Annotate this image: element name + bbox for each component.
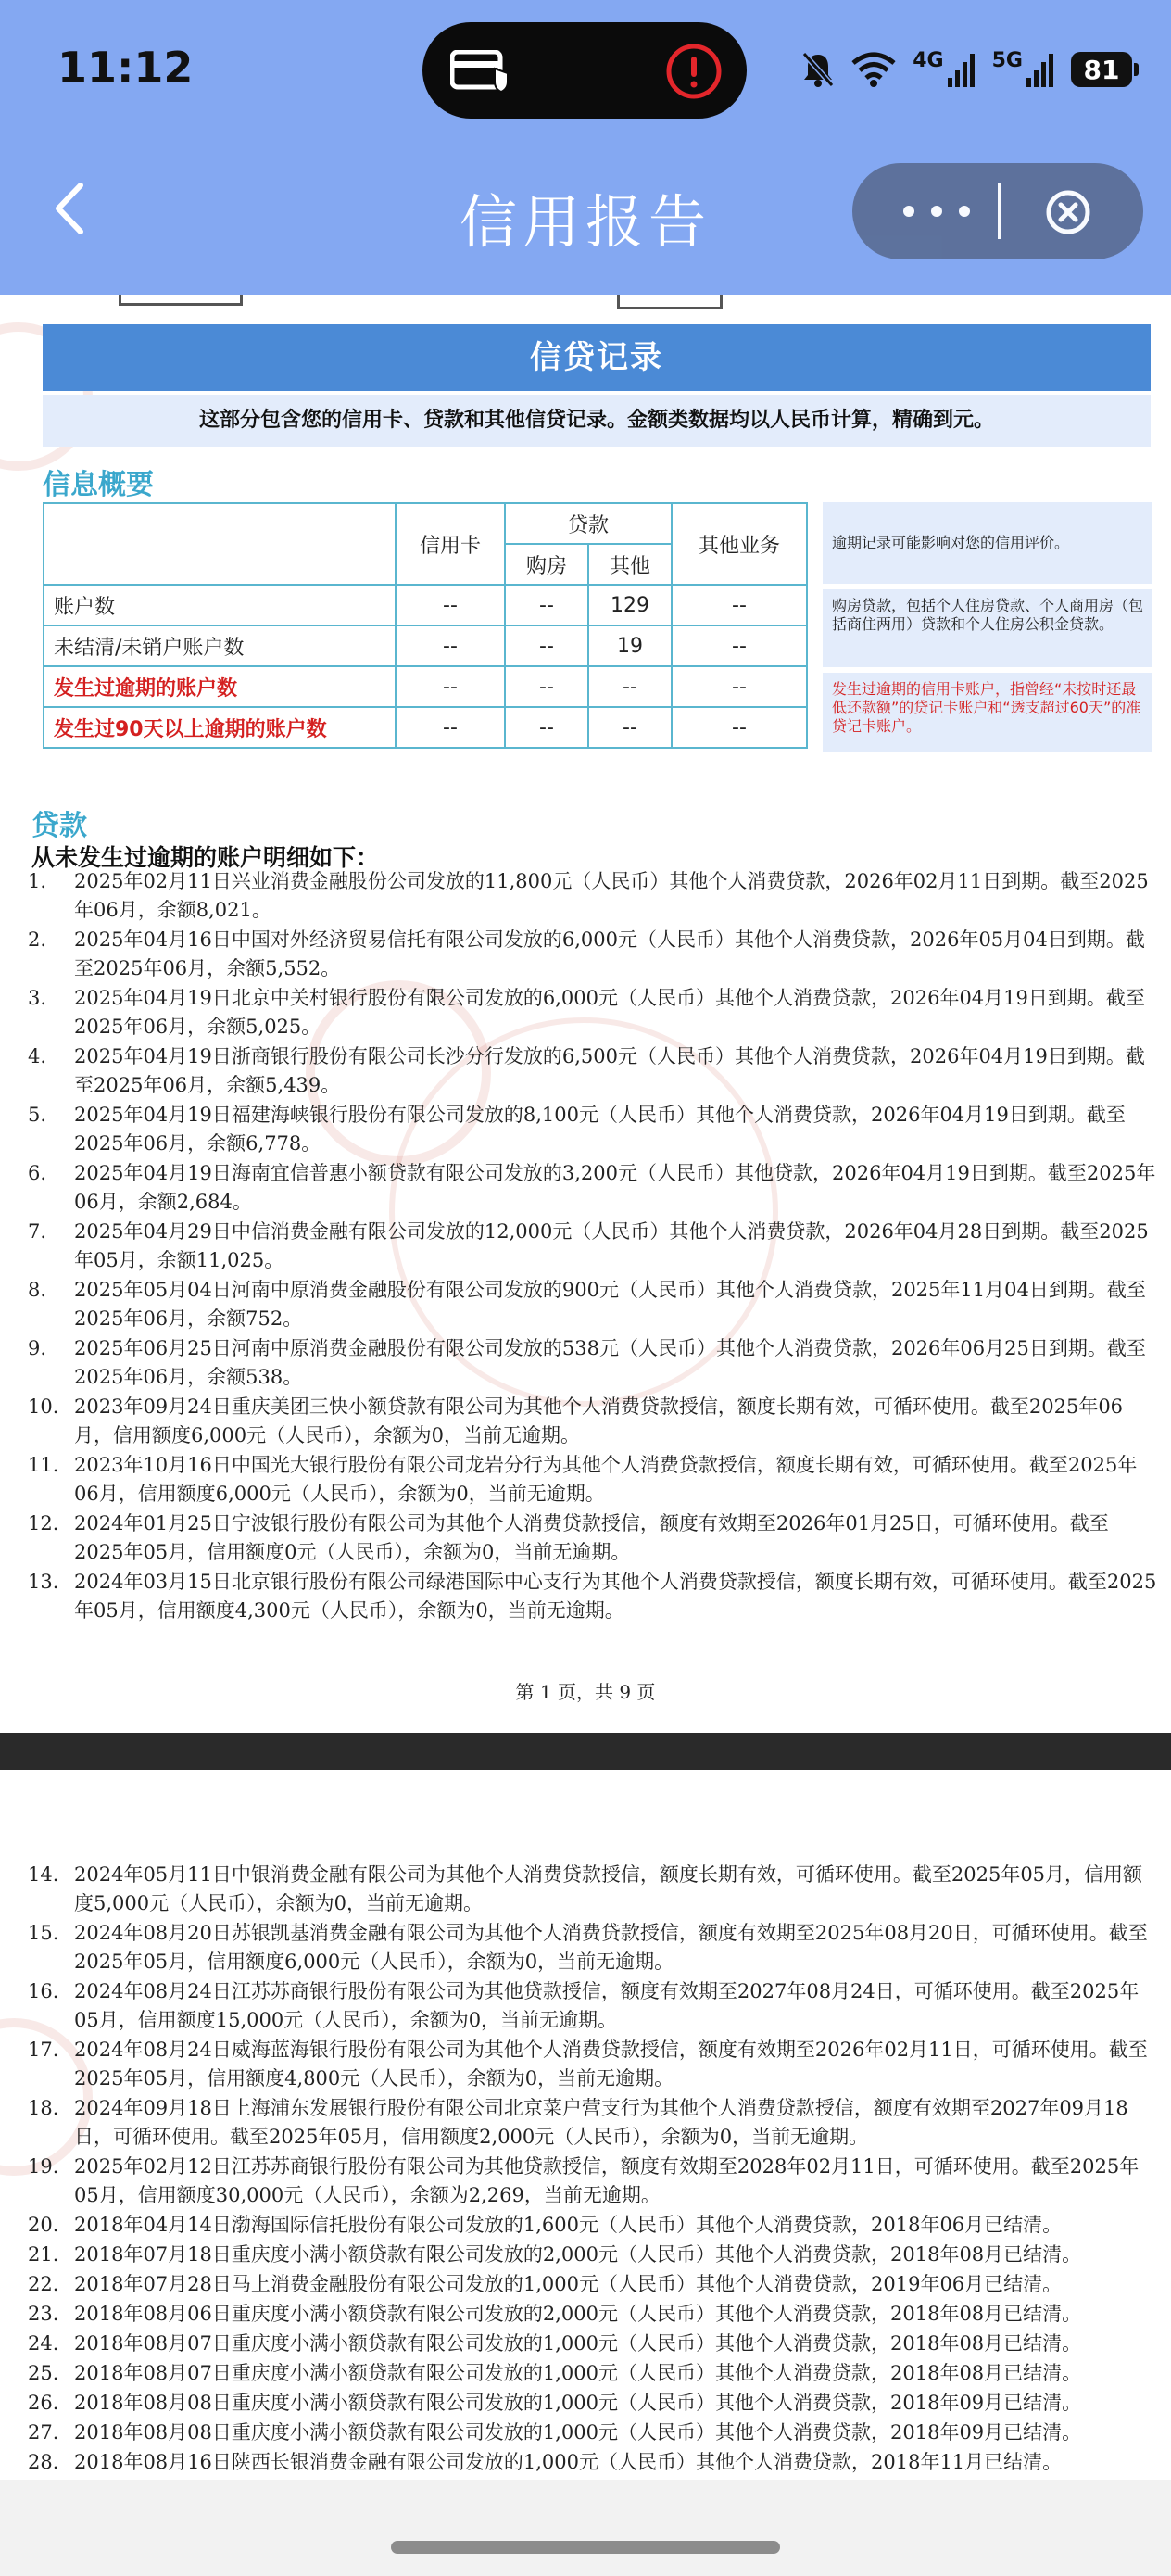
loan-record-number: 7.	[28, 1220, 47, 1243]
loan-record	[28, 2418, 1158, 2447]
note-housing-loan: 购房贷款，包括个人住房贷款、个人商用房（包括商住两用）贷款和个人住房公积金贷款。	[823, 589, 1152, 667]
loan-record-text: 2025年04月29日中信消费金融有限公司发放的12,000元（人民币）其他个人消费贷款，2026年04月28日到期。截至2025年05月，余额11,025。	[74, 1220, 1149, 1271]
row-label: 发生过90天以上逾期的账户数	[44, 707, 396, 748]
loan-record	[28, 2359, 1158, 2388]
page-edge-mark	[617, 295, 723, 309]
loan-record-text: 2018年08月16日陕西长银消费金融有限公司发放的1,000元（人民币）其他个人消费贷款，2018年11月已结清。	[74, 2451, 1063, 2473]
battery-icon	[1071, 52, 1132, 87]
loan-record-text: 2025年05月04日河南中原消费金融股份有限公司发放的900元（人民币）其他个人消费贷款，2025年11月04日到期。截至2025年06月，余额752。	[74, 1279, 1146, 1330]
loan-record-text: 2024年08月24日威海蓝海银行股份有限公司为其他个人消费贷款授信，额度有效期至2026年02月11日，可循环使用。截至2025年05月，信用额度4,800元（人民币），余额为0，当前无逾期。	[74, 2039, 1148, 2090]
loan-record-number: 21.	[28, 2243, 59, 2266]
loan-record-text: 2018年08月08日重庆度小满小额贷款有限公司发放的1,000元（人民币）其他个人消费贷款，2018年09月已结清。	[74, 2392, 1082, 2414]
cell-other: 19	[588, 625, 672, 666]
loan-record	[28, 1977, 1158, 2035]
loan-record-text: 2023年09月24日重庆美团三快小额贷款有限公司为其他个人消费贷款授信，额度长期有效，可循环使用。截至2025年06月，信用额度6,000元（人民币），余额为0，当前无逾期。	[74, 1395, 1124, 1446]
loan-record-text: 2024年08月24日江苏苏商银行股份有限公司为其他贷款授信，额度有效期至2027年08月24日，可循环使用。截至2025年05月，信用额度15,000元（人民币），余额为0，当前无逾期。	[74, 1980, 1140, 2031]
loan-record-number: 26.	[28, 2392, 59, 2414]
loan-record	[28, 1042, 1158, 1100]
loan-record-number: 22.	[28, 2273, 59, 2295]
loan-record-number: 28.	[28, 2451, 59, 2473]
status-icons	[801, 46, 1132, 93]
loan-record	[28, 867, 1158, 925]
loan-record-text: 2024年01月25日宁波银行股份有限公司为其他个人消费贷款授信，额度有效期至2026年01月25日，可循环使用。截至2025年05月，信用额度0元（人民币），余额为0，当前无逾期。	[74, 1512, 1109, 1563]
loan-record-text: 2018年08月06日重庆度小满小额贷款有限公司发放的2,000元（人民币）其他个人消费贷款，2018年08月已结清。	[74, 2303, 1082, 2325]
loan-record-number: 14.	[28, 1863, 59, 1886]
loan-record-text: 2025年04月19日北京中关村银行股份有限公司发放的6,000元（人民币）其他个人消费贷款，2026年04月19日到期。截至2025年06月，余额5,025。	[74, 987, 1145, 1038]
loan-record-number: 6.	[28, 1162, 47, 1184]
cell-other-business: --	[672, 585, 807, 625]
row-label: 未结清/未销户账户数	[44, 625, 396, 666]
loan-record	[28, 2211, 1158, 2240]
loan-record-text: 2024年03月15日北京银行股份有限公司绿港国际中心支行为其他个人消费贷款授信，额度长期有效，可循环使用。截至2025年05月，信用额度4,300元（人民币），余额为0，当前无逾期。	[74, 1571, 1157, 1622]
loan-record-number: 25.	[28, 2362, 59, 2384]
loan-record-text: 2024年08月20日苏银凯基消费金融有限公司为其他个人消费贷款授信，额度有效期至2025年08月20日，可循环使用。截至2025年05月，信用额度6,000元（人民币），余额为0，当前无逾期。	[74, 1922, 1148, 1973]
loan-record-text: 2024年05月11日中银消费金融有限公司为其他个人消费贷款授信，额度长期有效，可循环使用。截至2025年05月，信用额度5,000元（人民币），余额为0，当前无逾期。	[74, 1863, 1143, 1914]
cell-credit-card: --	[396, 625, 505, 666]
note-overdue-card: 发生过逾期的信用卡账户，指曾经“未按时还最低还款额”的贷记卡账户和“透支超过60天”的准贷记卡账户。	[823, 673, 1152, 752]
home-indicator[interactable]	[391, 2541, 780, 2554]
table-header-credit-card: 信用卡	[396, 503, 505, 585]
page-edge-mark	[119, 295, 243, 306]
table-row	[44, 585, 807, 625]
table-row	[44, 625, 807, 666]
signal-icon	[948, 52, 976, 87]
loan-section-title: 贷款	[31, 810, 87, 842]
loan-record	[28, 2153, 1158, 2210]
loan-record	[28, 2094, 1158, 2152]
signal-icon	[1026, 52, 1054, 87]
loan-section-subtitle: 从未发生过逾期的账户明细如下：	[31, 844, 380, 871]
loan-record	[28, 2330, 1158, 2358]
loan-record-number: 27.	[28, 2421, 59, 2443]
loan-record-text: 2018年08月07日重庆度小满小额贷款有限公司发放的1,000元（人民币）其他个人消费贷款，2018年08月已结清。	[74, 2362, 1082, 2384]
loan-record-number: 11.	[28, 1454, 59, 1476]
loan-record	[28, 2270, 1158, 2299]
loan-record-text: 2018年04月14日渤海国际信托股份有限公司发放的1,600元（人民币）其他个人消费贷款，2018年06月已结清。	[74, 2214, 1063, 2236]
table-row	[44, 707, 807, 748]
network-type-1: 4G	[913, 48, 944, 72]
loan-record-number: 8.	[28, 1279, 47, 1301]
section-header: 信贷记录	[43, 324, 1151, 391]
loan-record-text: 2018年08月07日重庆度小满小额贷款有限公司发放的1,000元（人民币）其他个人消费贷款，2018年08月已结清。	[74, 2332, 1082, 2355]
loan-record-text: 2025年02月11日兴业消费金融股份公司发放的11,800元（人民币）其他个人消费贷款，2026年02月11日到期。截至2025年06月，余额8,021。	[74, 870, 1149, 921]
battery-level: 81	[1083, 54, 1120, 85]
loan-record	[28, 2036, 1158, 2093]
table-row	[44, 666, 807, 707]
mini-program-capsule	[852, 163, 1143, 259]
loan-record-text: 2018年08月08日重庆度小满小额贷款有限公司发放的1,000元（人民币）其他个人消费贷款，2018年09月已结清。	[74, 2421, 1082, 2443]
cell-other-business: --	[672, 625, 807, 666]
section-subheader: 这部分包含您的信用卡、贷款和其他信贷记录。金额类数据均以人民币计算，精确到元。	[43, 395, 1151, 447]
loan-record	[28, 984, 1158, 1042]
table-header-housing: 购房	[505, 544, 588, 585]
table-header-empty	[44, 503, 396, 585]
loan-record-text: 2025年04月19日海南宜信普惠小额贷款有限公司发放的3,200元（人民币）其他贷款，2026年04月19日到期。截至2025年06月，余额2,684。	[74, 1162, 1156, 1213]
loan-record	[28, 2241, 1158, 2269]
cell-housing: --	[505, 666, 588, 707]
loan-record-number: 1.	[28, 870, 47, 892]
network-type-2: 5G	[991, 48, 1023, 72]
card-shield-icon	[450, 50, 513, 93]
loan-record-number: 2.	[28, 928, 47, 951]
cell-other: --	[588, 666, 672, 707]
loan-record-text: 2025年04月19日福建海峡银行股份有限公司发放的8,100元（人民币）其他个人消费贷款，2026年04月19日到期。截至2025年06月，余额6,778。	[74, 1104, 1126, 1155]
loan-record	[28, 1159, 1158, 1217]
cell-housing: --	[505, 625, 588, 666]
cell-other-business: --	[672, 666, 807, 707]
loan-record-text: 2025年04月19日浙商银行股份有限公司长沙分行发放的6,500元（人民币）其他个人消费贷款，2026年04月19日到期。截至2025年06月，余额5,439。	[74, 1045, 1145, 1096]
loan-record	[28, 1509, 1158, 1567]
loan-record-number: 23.	[28, 2303, 59, 2325]
cell-credit-card: --	[396, 585, 505, 625]
loan-record-number: 5.	[28, 1104, 47, 1126]
overview-table-body	[44, 585, 807, 748]
loan-record-text: 2018年07月28日马上消费金融股份有限公司发放的1,000元（人民币）其他个人消费贷款，2019年06月已结清。	[74, 2273, 1063, 2295]
loan-record-number: 20.	[28, 2214, 59, 2236]
capsule-divider	[998, 183, 1001, 239]
loan-record	[28, 2300, 1158, 2329]
app-header	[0, 0, 1171, 295]
bottom-bar	[0, 2480, 1171, 2576]
row-label: 发生过逾期的账户数	[44, 666, 396, 707]
cell-housing: --	[505, 585, 588, 625]
alert-icon	[665, 43, 723, 100]
loan-record	[28, 1919, 1158, 1976]
loan-record	[28, 1568, 1158, 1625]
loan-record-number: 16.	[28, 1980, 59, 2002]
loan-record-number: 15.	[28, 1922, 59, 1944]
table-header-loan: 贷款	[505, 503, 672, 544]
loan-record-number: 9.	[28, 1337, 47, 1359]
bell-muted-icon	[801, 51, 835, 88]
row-label: 账户数	[44, 585, 396, 625]
loan-record-text: 2025年02月12日江苏苏商银行股份有限公司为其他贷款授信，额度有效期至2028年02月11日，可循环使用。截至2025年05月，信用额度30,000元（人民币），余额为2,269，当前无逾期。	[74, 2155, 1140, 2206]
loan-record-number: 3.	[28, 987, 47, 1009]
previous-page-edge	[0, 295, 1171, 322]
loan-record	[28, 1218, 1158, 1275]
loan-record-number: 4.	[28, 1045, 47, 1067]
close-circle-icon[interactable]	[1045, 189, 1091, 235]
overview-title: 信息概要	[43, 469, 154, 501]
loan-record	[28, 1101, 1158, 1158]
loan-record-number: 18.	[28, 2097, 59, 2119]
loan-record	[28, 1451, 1158, 1509]
cell-other-business: --	[672, 707, 807, 748]
overview-table	[43, 502, 808, 749]
loan-record	[28, 2448, 1158, 2477]
loan-record	[28, 1334, 1158, 1392]
table-header-other: 其他	[588, 544, 672, 585]
cell-other: 129	[588, 585, 672, 625]
loan-record-number: 19.	[28, 2155, 59, 2178]
cell-credit-card: --	[396, 707, 505, 748]
cell-other: --	[588, 707, 672, 748]
status-time: 11:12	[57, 43, 194, 93]
page-number: 第 1 页，共 9 页	[515, 1681, 656, 1703]
page-title: 信用报告	[459, 188, 711, 256]
loan-record-text: 2025年06月25日河南中原消费金融股份有限公司发放的538元（人民币）其他个人消费贷款，2026年06月25日到期。截至2025年06月，余额538。	[74, 1337, 1146, 1388]
table-header-other-business: 其他业务	[672, 503, 807, 585]
loan-record-text: 2024年09月18日上海浦东发展银行股份有限公司北京菜户营支行为其他个人消费贷款授信，额度有效期至2027年09月18日，可循环使用。截至2025年05月，信用额度2,000元（人民币），余额为0，当前无逾期。	[74, 2097, 1128, 2148]
loan-record-number: 12.	[28, 1512, 59, 1534]
loan-records-page1	[28, 867, 1158, 1626]
loan-record-number: 13.	[28, 1571, 59, 1593]
loan-record-text: 2025年04月16日中国对外经济贸易信托有限公司发放的6,000元（人民币）其他个人消费贷款，2026年05月04日到期。截至2025年06月，余额5,552。	[74, 928, 1145, 979]
loan-record	[28, 1276, 1158, 1333]
credit-report-document[interactable]	[0, 295, 1171, 2480]
page-separator	[0, 1733, 1171, 1770]
loan-records-page2	[28, 1861, 1158, 2478]
more-dots-icon[interactable]	[895, 196, 978, 226]
overview-notes	[823, 502, 1152, 758]
cell-housing: --	[505, 707, 588, 748]
dynamic-island	[422, 22, 747, 119]
note-overdue-effect: 逾期记录可能影响对您的信用评价。	[823, 502, 1152, 584]
wifi-icon	[851, 52, 896, 87]
loan-record-text: 2023年10月16日中国光大银行股份有限公司龙岩分行为其他个人消费贷款授信，额度长期有效，可循环使用。截至2025年06月，信用额度6,000元（人民币），余额为0，当前无逾期。	[74, 1454, 1138, 1505]
loan-record-number: 10.	[28, 1395, 59, 1418]
loan-record	[28, 1393, 1158, 1450]
cell-credit-card: --	[396, 666, 505, 707]
loan-record-number: 24.	[28, 2332, 59, 2355]
loan-record	[28, 926, 1158, 983]
loan-record-number: 17.	[28, 2039, 59, 2061]
loan-record-text: 2018年07月18日重庆度小满小额贷款有限公司发放的2,000元（人民币）其他个人消费贷款，2018年08月已结清。	[74, 2243, 1082, 2266]
loan-record	[28, 1861, 1158, 1918]
loan-record	[28, 2389, 1158, 2418]
